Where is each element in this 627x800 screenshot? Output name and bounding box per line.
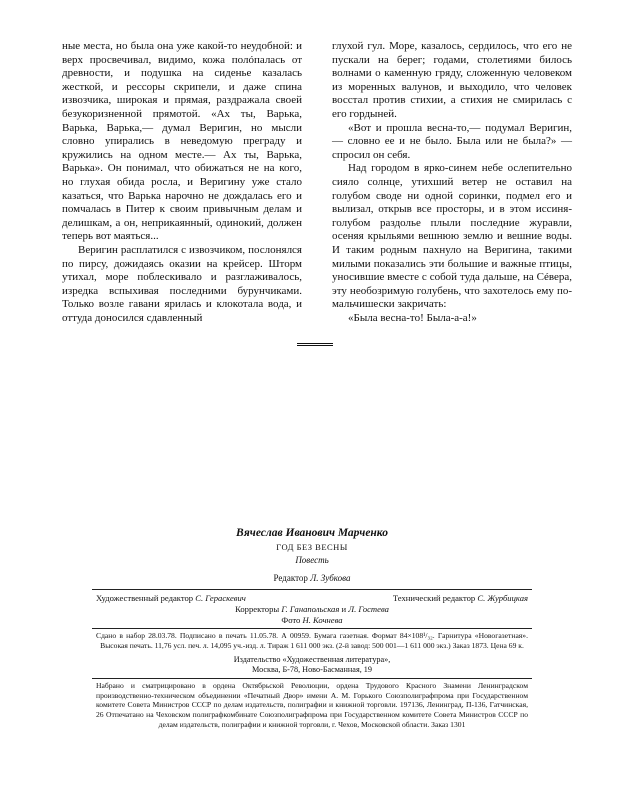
correctors-and: и [341, 604, 347, 614]
photo-line [92, 615, 532, 626]
art-editor [96, 593, 246, 604]
staff-row [92, 593, 532, 604]
editor-label: Редактор [273, 573, 308, 583]
paragraph: ные места, но была она уже какой-то неудобной: и верх просвечивал, видимо, кожа полóпалась от древности, и подушка на сиденье казалась жесткой, и рессоры скрипели, и даже спина извозчика, широкая и прямая, раздражала своей безукоризненной прямотой. «Ах ты, Варька, Варька, Варька,— думал Веригин, но мысли словно упирались в неведомую преграду и кружились на одном месте.— Ах ты, Варька, Варька». Он понимал, что обижаться не на кого, но глухая обида росла, и Веригину уже стало казаться, что Варька нарочно не дождалась его и помчалась в Питер к своим привычным делам и делишкам, а он, неприкаянный, одинокий, должен теперь вот маяться... [62, 40, 302, 243]
editor-name: Л. Зубкова [310, 573, 351, 583]
paragraph: «Вот и прошла весна-то,— подумал Веригин,— словно ее и не было. Была или не была?» — спросил он себя. [332, 121, 572, 161]
print-details: Сдано в набор 28.03.78. Подписано в печать 11.05.78. А 00959. Бумага газетная. Формат 84×108¹/₃₂. Гарнитура «Новогазетная». Высокая печать. 11,76 усл. печ. л. 14,095 уч.-изд. л. Тираж 1 611 000 экз. (2-й завод: 500 001—1 611 000 экз.) Заказ 1873. Цена 69 к. [96, 631, 528, 650]
correctors-label: Корректоры [235, 604, 280, 614]
corrector-name-2: Л. Гостева [348, 604, 389, 614]
art-editor-label: Художественный редактор [96, 593, 194, 603]
author-name: Вячеслав Иванович Марченко [236, 527, 388, 539]
corrector-name-1: Г. Ганапольская [281, 604, 340, 614]
divider [92, 628, 532, 629]
tech-editor [393, 593, 528, 604]
divider [92, 589, 532, 590]
section-divider [297, 343, 333, 346]
tech-editor-name: С. Журбицкая [477, 593, 528, 603]
correctors-line [92, 604, 532, 615]
photo-label: Фото [281, 615, 301, 625]
publisher [92, 655, 532, 675]
photo-name: Н. Кочнева [302, 615, 343, 625]
paragraph: «Была весна-то! Была-а-а!» [348, 311, 477, 324]
paragraph: Над городом в ярко-синем небе ослепительно сияло солнце, утихший ветер не оставил на голубом своде ни одной соринки, подмел его и вылизал, открыв все просторы, и в этом иссиня-голубом раздолье плыли последние журавли, осеняя крыльями вешнюю землю и вешние воды. И таким родным пахнуло на Веригина, такими милыми показались эти большие и важные птицы, уносившие вместе с собой туда дальше, на Сéвера, эту необозримую голубень, что захотелось ему по-мальчишески закричать: [332, 162, 572, 311]
book-title: ГОД БЕЗ ВЕСНЫ [276, 542, 348, 552]
text-columns [62, 40, 572, 325]
editor-line [92, 573, 532, 584]
book-genre: Повесть [295, 555, 329, 565]
left-column [62, 40, 302, 325]
colophon [92, 528, 532, 729]
publisher-name: Издательство «Художественная литература», [233, 655, 391, 665]
divider [92, 678, 532, 679]
publisher-address: Москва, Б-78, Ново-Басманная, 19 [252, 665, 372, 675]
paragraph: глухой гул. Море, казалось, сердилось, что его не пускали на берег; годами, столетиями билось волнами о каменную гряду, сложенную человеком из моренных валунов, и выходило, что человек восстал против стихии, а стихия не смирилась с его гордыней. [332, 40, 572, 120]
paragraph: Веригин расплатился с извозчиком, послонялся по пирсу, дожидаясь оказии на крейсер. Шторм утихал, море поблескивало и разглаживалось, изредка вспыхивая последними бурунчиками. Только возле гавани ярилась и клокотала вода, и оттуда доносился сдавленный [62, 243, 302, 324]
right-column [332, 40, 572, 325]
tech-editor-label: Технический редактор [392, 593, 476, 603]
printing-info: Набрано и сматрицировано в ордена Октябрьской Революции, ордена Трудового Красного Знамени Ленинградском производственно-техническом объединении «Печатный Двор» имени А. М. Горького Союзполиграфпрома при Государственном комитете Совета Министров СССР по делам издательств, полиграфии и книжной торговли. 197136, Ленинград, П-136, Гатчинская, 26 Отпечатано на Чеховском полиграфкомбинате Союзполиграфпрома при Государственном комитете Совета Министров СССР по делам издательств, полиграфии и книжной торговли, г. Чехов, Московской области. Заказ 1301 [96, 681, 528, 729]
art-editor-name: С. Гераскевич [195, 593, 246, 603]
